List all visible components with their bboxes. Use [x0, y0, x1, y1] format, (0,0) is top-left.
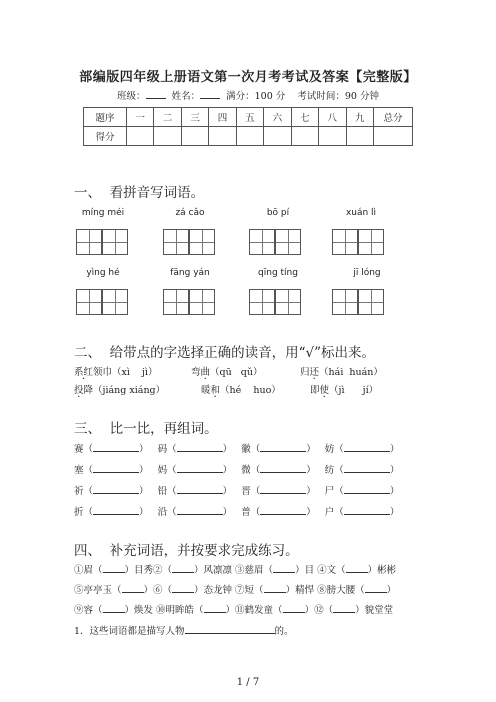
writing-box[interactable] — [249, 229, 275, 255]
pinyin-label: xuán lì — [345, 208, 377, 218]
pinyin-label: bō pí — [266, 208, 290, 218]
score-input-cell[interactable] — [346, 127, 374, 146]
score-cell: 题序 — [84, 108, 127, 127]
score-cell: 六 — [264, 108, 291, 127]
reading-choice: 归还（hái huán） — [300, 367, 383, 378]
score-input-cell[interactable] — [319, 127, 346, 146]
score-input-cell[interactable] — [374, 127, 413, 146]
score-cell: 七 — [291, 108, 318, 127]
writing-box[interactable] — [102, 229, 128, 255]
score-input-cell[interactable] — [154, 127, 181, 146]
score-cell: 五 — [236, 108, 263, 127]
writing-box[interactable] — [102, 289, 128, 315]
writing-box[interactable] — [358, 289, 384, 315]
writing-box[interactable] — [76, 229, 102, 255]
score-input-cell[interactable] — [127, 127, 154, 146]
section1-heading: 一、 看拼音写词语。 — [74, 185, 205, 201]
compare-row: 折（ ） 沿（ ） 普（ ） 户（ ） — [74, 504, 399, 518]
exam-time: 考试时间：90 分钟 — [297, 91, 379, 102]
pinyin-label: míng méi — [81, 208, 125, 218]
pinyin-label: zá cǎo — [175, 208, 205, 218]
writing-box[interactable] — [332, 229, 358, 255]
score-cell: 二 — [154, 108, 181, 127]
reading-choice: 暖和（hé huo） — [201, 385, 281, 396]
score-row-label: 得分 — [84, 127, 127, 146]
pinyin-label: yìng hé — [86, 268, 120, 278]
writing-box[interactable] — [358, 229, 384, 255]
writing-box[interactable] — [189, 289, 215, 315]
writing-box[interactable] — [189, 229, 215, 255]
score-cell: 一 — [127, 108, 154, 127]
score-cell: 九 — [346, 108, 374, 127]
reading-choice: 系红领巾（xì jì） — [74, 367, 158, 378]
class-blank — [146, 89, 166, 99]
compare-row: 祈（ ） 铅（ ） 晋（ ） 尸（ ） — [74, 483, 399, 497]
dotted-char: 和 — [210, 385, 221, 396]
writing-box[interactable] — [163, 289, 189, 315]
score-input-cell[interactable] — [291, 127, 318, 146]
compare-row: 塞（ ） 妈（ ） 微（ ） 纺（ ） — [74, 462, 399, 476]
dotted-char: 还 — [309, 367, 320, 378]
name-blank — [200, 89, 220, 99]
score-input-cell[interactable] — [209, 127, 236, 146]
score-input-cell[interactable] — [236, 127, 263, 146]
pinyin-label: jī lóng — [353, 268, 381, 278]
name-label: 姓名： — [171, 91, 201, 102]
writing-box[interactable] — [275, 229, 301, 255]
compare-row: 赛（ ） 码（ ） 徽（ ） 妨（ ） — [74, 441, 399, 455]
question-1: 1．这些词语都是描写人物 的。 — [74, 623, 294, 637]
score-cell: 四 — [209, 108, 236, 127]
score-table-score-row — [84, 127, 413, 146]
writing-box[interactable] — [275, 289, 301, 315]
section4-heading: 四、 补充词语，并按要求完成练习。 — [74, 543, 299, 559]
section2-heading: 二、 给带点的字选择正确的读音，用“√”标出来。 — [74, 345, 375, 361]
score-table — [83, 107, 413, 146]
score-table-header-row — [84, 108, 413, 127]
dotted-char: 投 — [74, 385, 84, 396]
writing-box[interactable] — [76, 289, 102, 315]
reading-choice: 即使（jì jí） — [310, 385, 379, 396]
class-label: 班级： — [117, 91, 146, 102]
reading-choice: 投降（jiáng xiáng） — [74, 385, 166, 396]
writing-box[interactable] — [163, 229, 189, 255]
idiom-line: ⑤亭亭玉（ ）⑥（ ）态龙钟 ⑦短（ ）精悍 ⑧膀大腰（ ） — [74, 582, 396, 596]
pinyin-label: qīng tíng — [258, 268, 298, 278]
dotted-char: 使 — [319, 385, 330, 396]
score-input-cell[interactable] — [264, 127, 291, 146]
score-cell: 总分 — [374, 108, 413, 127]
score-input-cell[interactable] — [181, 127, 208, 146]
full-score: 满分：100 分 — [226, 91, 286, 102]
document-title: 部编版四年级上册语文第一次月考考试及答案【完整版】 — [79, 70, 417, 85]
writing-box[interactable] — [249, 289, 275, 315]
score-cell: 三 — [181, 108, 208, 127]
score-cell: 八 — [319, 108, 346, 127]
idiom-line: ①眉（ ）目秀②（ ）风凛凛 ③慈眉（ ）目 ④文（ ）彬彬 — [74, 562, 396, 576]
reading-choice: 弯曲（qū qǔ） — [191, 367, 263, 378]
exam-info — [0, 88, 496, 102]
writing-box[interactable] — [332, 289, 358, 315]
pinyin-label: fāng yán — [170, 268, 210, 278]
idiom-line: ⑨容（ ）焕发 ⑩明眸皓（ ）⑪鹤发童（ ）⑫（ ）貌堂堂 — [74, 602, 393, 616]
page-number: 1 / 7 — [236, 677, 260, 688]
section3-heading: 三、 比一比，再组词。 — [74, 421, 218, 437]
dotted-char: 曲 — [200, 367, 211, 378]
